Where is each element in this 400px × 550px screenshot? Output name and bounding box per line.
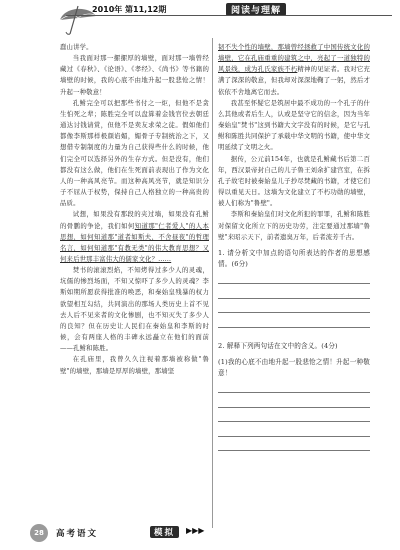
question-text: 2. 解释下列两句话在文中的含义。(4分) — [218, 341, 338, 350]
answer-line[interactable] — [218, 270, 370, 285]
answer-line[interactable] — [218, 313, 370, 328]
page-footer — [0, 518, 400, 550]
question-item — [218, 357, 370, 460]
issue-label: 2010年 第11,12期 — [92, 5, 167, 14]
column-divider — [212, 38, 213, 528]
question-text: 1. 请分析文中加点的语句所表达的作者的思想感情。(6分) — [218, 248, 370, 268]
question-text: (1)我的心底不由地升起一股悲怆之情！升起一种敬意！ — [218, 357, 370, 377]
questions-section — [218, 248, 370, 460]
underlined-phrase: 韧不失个性的墙壁，那墙曾经拯救了中国传统文化的墙壁，它在孔庙重重的建筑之中，亮起了一道独特的风景线，成为孔氏家族不朽 — [218, 43, 370, 74]
answer-line[interactable] — [218, 393, 370, 408]
page-header — [0, 0, 400, 40]
question-score: (4分) — [321, 341, 338, 350]
answer-line[interactable] — [218, 299, 370, 314]
page-number: 28 — [30, 524, 48, 542]
footer-tag: 模拟 — [150, 526, 179, 538]
paragraph: 据传，公元前154年，也就是孔鲋藏书后第二百年，西汉景帝封自己的儿子鲁王刘余扩建宫室，在拆孔子故宅时被秦始皇儿子抄尽焚藏的书籍，才使它们得以重见天日。这墙为文化建立了不朽功勋的墙壁，被人们称为"鲁壁"。 — [218, 154, 370, 208]
paragraph: 蠢山讲学。 — [60, 43, 93, 51]
header-rule — [66, 15, 392, 16]
answer-line[interactable] — [218, 284, 370, 299]
section-tag: 阅读与理解 — [226, 3, 286, 16]
paragraph: 在孔庙里，我曾久久注视着那墙被称做"鲁壁"的墙壁，那墙是厚厚的墙壁，那墙坚 — [60, 355, 209, 375]
paragraph: 焚书的滚滚烈焰，不知烤得过多少人的灵魂，坑儒的惨烈场面，不知又惊吓了多少人的灵魂？李斯如期所愿获得批准的唤恶，和秦始皇残暴的权力欲望相互勾结，共同演出的那场人类历史上首不见去人后不见来者的文化惨剧，也不知灭失了多少人的良知？但在历史让人民们在秦始皇和李斯的时候，会有两座人格的丰碑永远矗立在他们的面前——孔鲋和陈胜。 — [60, 266, 209, 353]
paragraph: 韧不失个性的墙壁，那墙曾经拯救了中国传统文化的墙壁，它在孔庙重重的建筑之中，亮起了一道独特的风景线，成为孔氏家族不朽精神的见证者。我对它充满了深深的敬意，但我却对深深地鞠了一躬，然后才依依不舍地离它而去。 — [218, 43, 370, 96]
arrows-icon: ▶▶▶ — [186, 526, 205, 535]
answer-line[interactable] — [218, 437, 370, 452]
paragraph: 当我面对那一摞摞厚的墙壁，面对那一墙曾经藏过《春秋》、《论语》、《孝经》、《尚书》等书籍的墙壁的时候，我的心底不由地升起一股悲怆之情！升起一种敬意！ — [60, 54, 209, 96]
right-column-body — [218, 42, 370, 243]
answer-line[interactable] — [218, 422, 370, 437]
right-column — [218, 42, 370, 459]
paragraph: 试想，如果没有那段的夹过墙，如果没有孔鲋的骨鹏的争论，我们如何知道那"仁者爱人"的人本思想，如何知道那"道者如斯夫，不舍昼夜"的哲理名言，如何知道那"有教无类"的伟大教育思想？又何来后世那丰富伟大的儒家文化？…… — [60, 210, 209, 263]
paragraph: 我甚至怀疑它是筑居中最不成功的一个孔子的什么其他或者后生人，认或是坚守它的信念，因为当年秦始皇"焚书"这到书籍大文字没有的时候，是它与孔鲋和陈胜共同保护了承载中华文明的书籍，使中华文明延续了文明之火。 — [218, 98, 370, 152]
question-score: (6分) — [231, 259, 249, 268]
question-item — [218, 248, 370, 336]
answer-line[interactable] — [218, 379, 370, 394]
question-item — [218, 341, 370, 352]
paragraph: 孔鲋完全可以把那些书付之一炬，但他不是贪生怕死之辈；陈胜完全可以盘算着金钱官位去朝廷通达讨钱请赏，但他不是卖友求荣之徒。假如他们都像李斯那样极颜谄媚，媚骨子专制统治之下，又想借专制制度的力量为自己获得些什么的时候，他们完全可以选择另外的生存方式。但是没有，他们都没有这么做，他们在生死面前表现出了作为文化人的一种高风亮节。而这种高风亮节，就是知识分子不屈从于权势，保持自己人格独立的一种高贵的品质。 — [60, 98, 209, 208]
left-column — [60, 42, 209, 377]
underlined-phrase: 知道那"仁者爱人"的人本思想，如何知道那"道者如斯夫，不舍昼夜"的哲理名言，如何知道那"有教无类"的伟大教育思想？又何来后世那丰富伟大的儒家文化？…… — [60, 221, 209, 263]
answer-line[interactable] — [218, 408, 370, 423]
paragraph: 李斯和秦始皇们对文化所犯的罪罪，孔鲋和陈胜对保留文化所立下的历史功劳，注定要通过那墙"鲁壁"来昭示天下，前者遗臭万年，后者流芳千古。 — [218, 210, 370, 241]
footer-title: 高考语文 — [56, 529, 99, 539]
